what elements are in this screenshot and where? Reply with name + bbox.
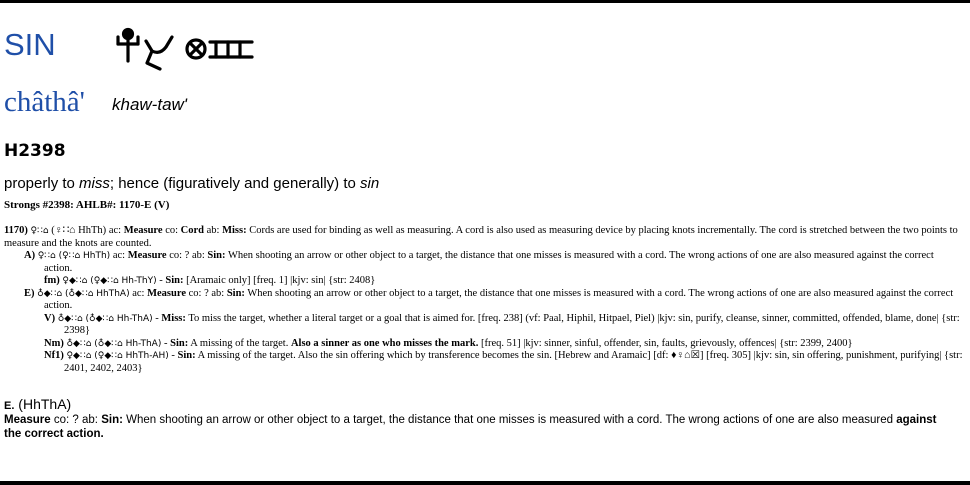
stem-e-nm: Nm) ♁◆∷⌂ (♁◆∷⌂ Hh-ThA) - Sin: A missing of the target. Also a sinner as one who misses the mark. [freq. 51] |kjv: sinner, sinful, offender, sin, faults, grievously, offences| {str: 2399, 2400} — [44, 337, 853, 349]
stem-a: A) ♀∷⌂ (♀∷⌂ HhTh) ac: Measure co: ? ab: Sin: When shooting an arrow or other object to a target, the distance that one misses is measured with a cord. The wrong actions of one are also measured against the correct action. — [24, 250, 934, 274]
word-title: SIN — [4, 27, 56, 62]
definition: properly to miss; hence (figuratively and generally) to sin — [4, 175, 380, 192]
root-paragraph: 1170) ♀∷⌂ (♀∷⌂ HhTh) ac: Measure co: Cord ab: Miss: Cords are used for binding as well as measuring. A cord is also used as measuring device by placing knots incrementally. The cord is stretched between the two points to measure and the knots are counted. — [4, 225, 958, 249]
stem-a-fm: fm) ♀◆∷⌂ (♀◆∷⌂ Hh-ThY) - Sin: [Aramaic only] [freq. 1] |kjv: sin| {str: 2408} — [44, 275, 376, 286]
pronunciation: khaw-taw' — [112, 95, 188, 114]
transliteration: châthâ' — [4, 86, 85, 118]
stem-e: E) ♁◆∷⌂ (♁◆∷⌂ HhThA) ac: Measure co: ? ab: Sin: When shooting an arrow or other object to a target, the distance that one misses is measured with a cord. The wrong actions of one are also measured against the correct action. — [24, 287, 954, 311]
ahlb-entry — [4, 225, 964, 375]
strongs-number: H2398 — [4, 141, 66, 161]
section-e-heading: E. (HhThA) — [4, 396, 72, 412]
stem-e-nf1: Nf1) ♀◆∷⌂ (♀◆∷⌂ HhTh-AH) - Sin: A missing of the target. Also the sin offering which by transference becomes the sin. [Hebrew and Aramaic] [df: ♦♀⌂☒] [freq. 305] |kjv: sin, sin offering, punishment, purifying| {str: 2401, 2402, 2403} — [44, 350, 963, 374]
section-e-body: Measure co: ? ab: Sin: When shooting an arrow or other object to a target, the distance that one misses is measured with a cord. The wrong actions of one are also measured against the correct action. — [4, 414, 937, 440]
strongs-reference: Strongs #2398: AHLB#: 1170-E (V) — [4, 199, 170, 211]
paleo-hebrew-glyphs — [116, 25, 256, 71]
stem-e-v: V) ♁◆∷⌂ (♁◆∷⌂ Hh-ThA) - Miss: To miss the target, whether a literal target or a goal that is aimed for. [freq. 238] (vf: Paal, Hiphil, Hitpael, Piel) |kjv: sin, purify, cleanse, sinner, committed, offended, blame, done| {str: 2398} — [44, 312, 960, 336]
